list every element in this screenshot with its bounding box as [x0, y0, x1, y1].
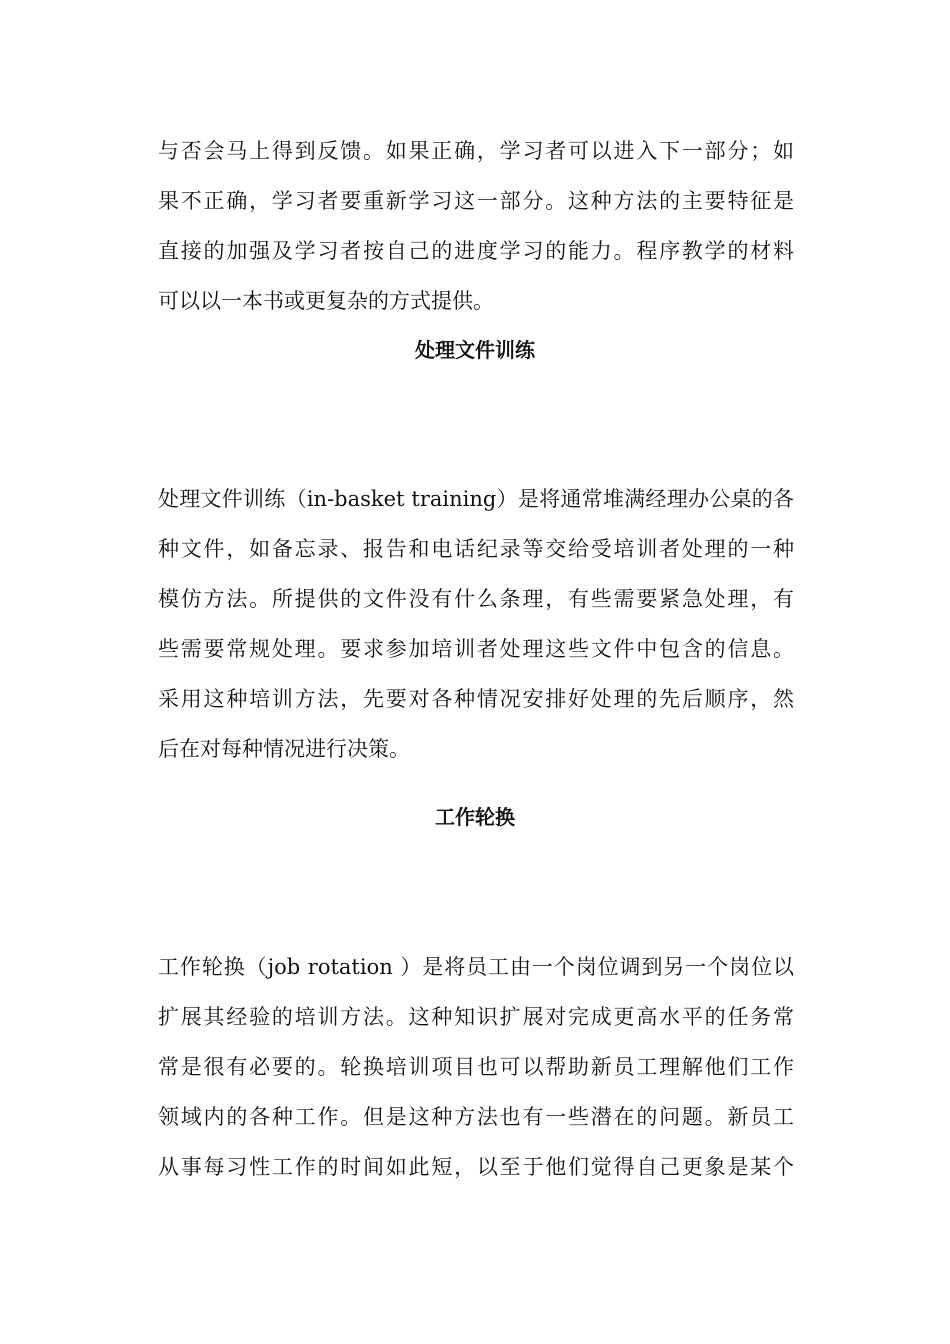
paragraph-1-line-3: 直接的加强及学习者按自己的进度学习的能力。程序教学的材料	[158, 239, 794, 263]
paragraph-2-line-6: 后在对每种情况进行决策。	[158, 737, 410, 761]
paragraph-2-line-1: 处理文件训练（in-basket training）是将通常堆满经理办公桌的各	[158, 487, 794, 511]
paragraph-2-line-2: 种文件，如备忘录、报告和电话纪录等交给受培训者处理的一种	[158, 537, 794, 561]
paragraph-2-line-4: 些需要常规处理。要求参加培训者处理这些文件中包含的信息。	[158, 637, 794, 661]
paragraph-3-line-3: 常是很有必要的。轮换培训项目也可以帮助新员工理解他们工作	[158, 1055, 794, 1079]
paragraph-3-line-4: 领域内的各种工作。但是这种方法也有一些潜在的问题。新员工	[158, 1105, 794, 1129]
paragraph-1-line-1: 与否会马上得到反馈。如果正确，学习者可以进入下一部分；如	[158, 139, 794, 163]
paragraph-3-line-5: 从事每习性工作的时间如此短，以至于他们觉得自己更象是某个	[158, 1155, 794, 1179]
section-heading-in-basket-training: 处理文件训练	[415, 338, 535, 362]
paragraph-3-line-1: 工作轮换（job rotation ）是将员工由一个岗位调到另一个岗位以	[158, 955, 794, 979]
paragraph-3-line-2: 扩展其经验的培训方法。这种知识扩展对完成更高水平的任务常	[158, 1005, 794, 1029]
paragraph-1-line-2: 果不正确，学习者要重新学习这一部分。这种方法的主要特征是	[158, 189, 794, 213]
paragraph-2-line-5: 采用这种培训方法，先要对各种情况安排好处理的先后顺序，然	[158, 687, 794, 711]
paragraph-2-line-3: 模仿方法。所提供的文件没有什么条理，有些需要紧急处理，有	[158, 587, 794, 611]
section-heading-job-rotation: 工作轮换	[435, 805, 515, 829]
paragraph-1-line-4: 可以以一本书或更复杂的方式提供。	[158, 289, 494, 313]
